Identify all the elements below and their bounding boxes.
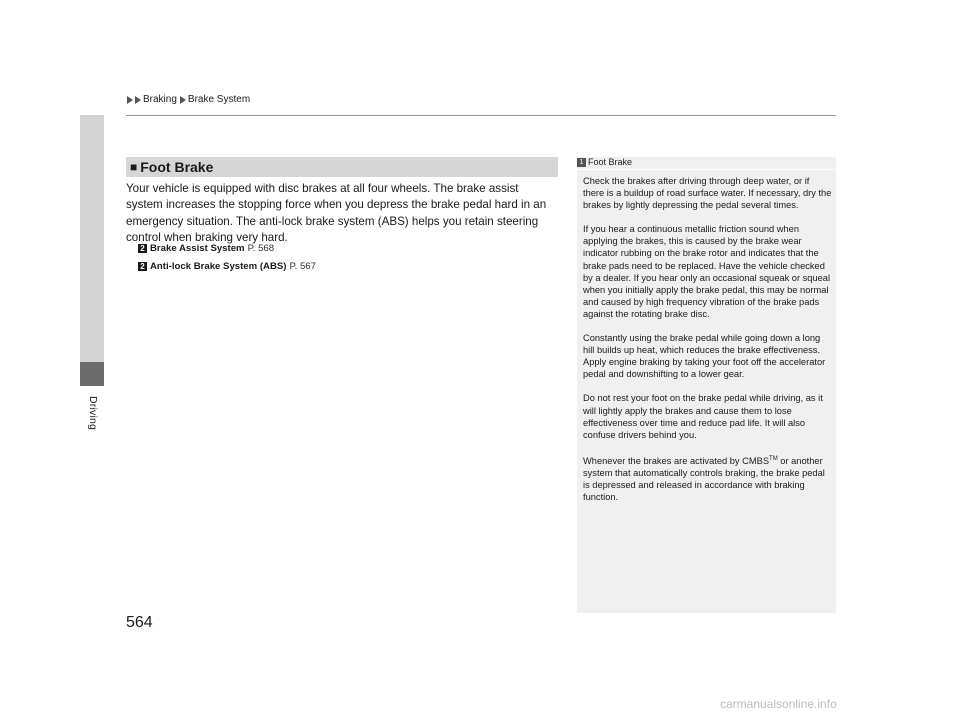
xref-page: P. 568 bbox=[247, 243, 275, 254]
note-paragraph: If you hear a continuous metallic friction sound when applying the brakes, this is caused by the brake wear indicator rubbing on the brake rotor and indicates that the brake pads need to be replaced. Have the vehicle checked by a dealer. If you hear only an occasional squeak or squeal when you initially apply the brake pedal, this may be normal and caused by high frequency vibration of the brake pads against the rotating brake disc. bbox=[583, 224, 831, 319]
xref-title: Anti-lock Brake System (ABS) bbox=[150, 261, 287, 272]
section-heading-bar bbox=[126, 157, 558, 177]
header-rule bbox=[126, 115, 836, 116]
side-note-panel bbox=[577, 157, 836, 613]
breadcrumb-separator-icon bbox=[180, 96, 186, 104]
note-paragraph: Constantly using the brake pedal while going down a long hill builds up heat, which reduces the brake effectiveness. Apply engine braking by taking your foot off the accelerator pedal and downshifting to a lower gear. bbox=[583, 333, 826, 380]
note-body bbox=[583, 175, 833, 515]
chapter-tab-active-marker[interactable] bbox=[80, 362, 104, 386]
watermark[interactable]: carmanualsonline.info bbox=[720, 697, 837, 711]
xref-arrow-icon: 2 bbox=[138, 262, 147, 271]
chapter-tab bbox=[80, 115, 104, 362]
section-body-text: Your vehicle is equipped with disc brakes at all four wheels. The brake assist system increases the stopping force when you depress the brake pedal hard in an emergency situation. The anti-lock brake system (ABS) helps you retain steering control when braking very hard. bbox=[126, 182, 547, 245]
note-heading bbox=[577, 157, 632, 167]
xref-brake-assist[interactable] bbox=[138, 243, 274, 254]
note-heading-text: Foot Brake bbox=[588, 157, 633, 167]
note-paragraph: Do not rest your foot on the brake pedal while driving, as it will lightly apply the brakes and cause them to lose effectiveness over time and reduce pad life. It will also confuse drivers behind you. bbox=[583, 393, 823, 440]
breadcrumb-item-braking[interactable]: Braking bbox=[143, 94, 177, 105]
trademark-superscript: TM bbox=[769, 455, 778, 462]
breadcrumb-arrow-icon bbox=[135, 96, 141, 104]
note-text: or another system that automatically controls braking, the brake pedal is depressed and released in accordance with braking function. bbox=[583, 455, 825, 503]
page-number: 564 bbox=[126, 614, 153, 631]
note-marker-icon: 1 bbox=[577, 158, 586, 167]
section-square-icon: ■ bbox=[130, 160, 138, 174]
breadcrumb bbox=[126, 94, 252, 105]
chapter-tab-label: Driving bbox=[87, 396, 99, 431]
xref-title: Brake Assist System bbox=[150, 243, 245, 254]
note-heading-rule bbox=[577, 169, 836, 170]
breadcrumb-arrow-icon bbox=[127, 96, 133, 104]
xref-page: P. 567 bbox=[289, 261, 316, 272]
note-text: Whenever the brakes are activated by CMBS bbox=[583, 455, 770, 466]
xref-abs[interactable] bbox=[138, 261, 316, 272]
section-title: Foot Brake bbox=[140, 159, 214, 175]
breadcrumb-item-brake-system[interactable]: Brake System bbox=[187, 94, 251, 105]
note-paragraph: Check the brakes after driving through deep water, or if there is a buildup of road surface water. If necessary, dry the brakes by lightly depressing the pedal several times. bbox=[583, 176, 832, 211]
xref-arrow-icon: 2 bbox=[138, 244, 147, 253]
note-paragraph-cmbs bbox=[583, 453, 833, 503]
